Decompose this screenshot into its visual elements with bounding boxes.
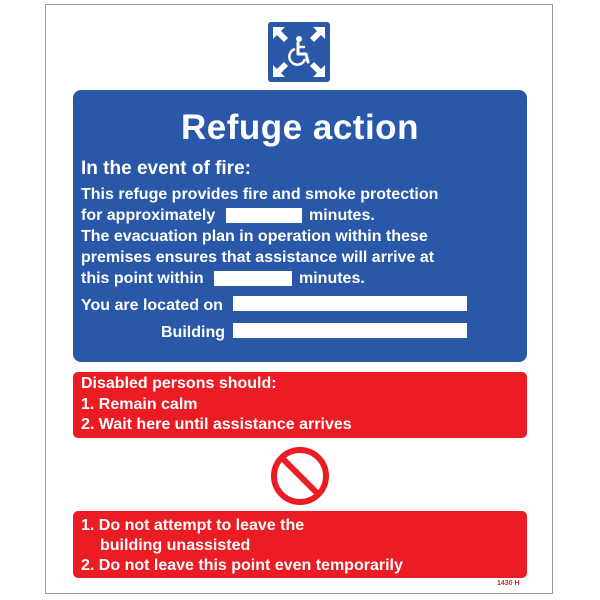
sign-subtitle: In the event of fire: xyxy=(81,158,251,179)
wheelchair-refuge-icon xyxy=(268,22,330,82)
building-blank-field xyxy=(233,323,467,338)
text-line: The evacuation plan in operation within these xyxy=(81,228,428,245)
instruction-item: 1. Remain calm xyxy=(81,396,198,413)
text-line: premises ensures that assistance will arrive at xyxy=(81,249,435,266)
located-label: You are located on xyxy=(81,297,223,314)
minutes-blank-field xyxy=(226,208,302,223)
prohibition-item: 1. Do not attempt to leave the xyxy=(81,517,305,534)
prohibition-item: 2. Do not leave this point even temporarily xyxy=(81,557,403,574)
location-blank-field xyxy=(233,296,467,311)
refuge-info-panel xyxy=(73,90,527,362)
arrival-blank-field xyxy=(214,271,292,286)
prohibition-icon xyxy=(270,446,330,506)
prohibition-item: building unassisted xyxy=(100,537,251,554)
building-label: Building xyxy=(161,324,225,341)
text-line: for approximately xyxy=(81,207,216,224)
text-line: minutes. xyxy=(309,207,375,224)
text-line: this point within xyxy=(81,270,204,287)
instruction-item: 2. Wait here until assistance arrives xyxy=(81,416,352,433)
text-line: minutes. xyxy=(299,270,365,287)
sign-title: Refuge action xyxy=(181,108,419,147)
text-line: This refuge provides fire and smoke protection xyxy=(81,186,439,203)
prohibitions-panel xyxy=(73,511,527,578)
disabled-persons-panel xyxy=(73,372,527,438)
disabled-heading: Disabled persons should: xyxy=(81,375,277,392)
product-code: 1430 H xyxy=(497,580,520,587)
